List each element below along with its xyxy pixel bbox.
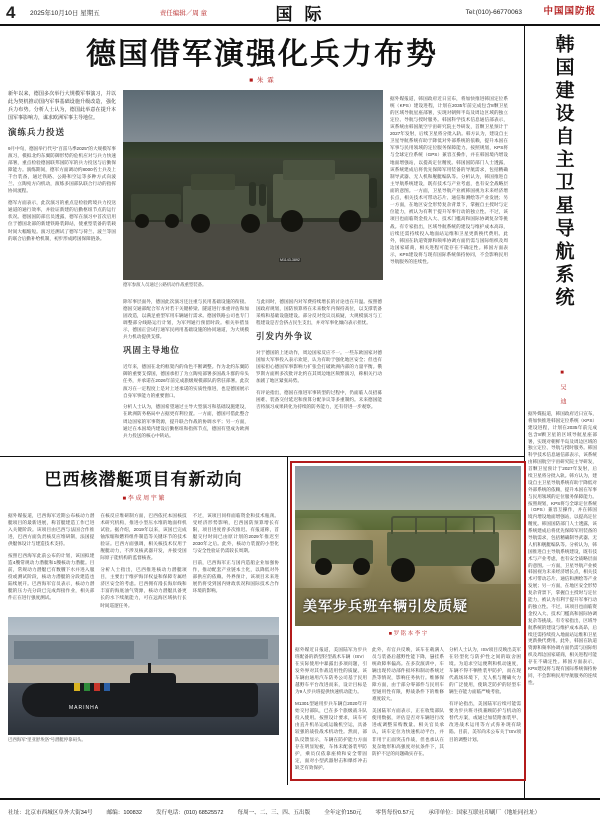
newspaper-logo: 中国国防报: [543, 6, 596, 17]
feature-paragraph: 美国陆军方面表示，正在收集部队使用数据，评估是否对车辆进行改进或调整采购数量。相关官员承认，该车定位为快速机动平台，并非用于正面突击作战，但也承认在复杂地形和高强度对抗条件下，其防护不足的问题确实存在。: [372, 708, 444, 756]
publication-date: 2025年10月10日 星期五: [30, 9, 100, 17]
main-columns: [0, 26, 525, 798]
feature-byline: ■ 罗 铭 本 李 宇: [388, 631, 428, 637]
feature-paragraph: 此外，有官兵反映，该车在载满人员与装备后越野性能下降，悬挂系统故障率偏高。在多次演训中，车辆出现传动部件损坏和制动系统过热等情况，影响任务执行。维修保障方面，由于部分零部件与民用车型通用性有限，野战条件下的维修难度较大。: [372, 646, 444, 702]
bottom-zone: [0, 456, 524, 785]
top-story-paragraph: 近年来，德国在北约框架内的角色不断调整。作为北约东翼防御的重要支撑国，德国承担了为立陶宛部署多国战斗群的牵头任务，并承诺在2026年前完成旅级规模部队的常驻部署。此次演习在一定程度上是对上述承诺的实质性推进，也是德国展示自身军事能力的重要窗口。: [123, 364, 249, 398]
masthead: [0, 0, 600, 26]
bottom-left-headline: 巴西核潜艇项目有新动向: [44, 470, 243, 490]
bottom-left-column-3: [193, 507, 279, 613]
bottom-left-column-2: [100, 507, 186, 613]
footer-publish-schedule: 每周一、二、三、四、五出版: [237, 809, 311, 816]
footer-address: 社址：北京市西城区阜外大街34号: [8, 809, 93, 816]
bottom-left-byline: ■ 李 成 周 宇 繁: [122, 496, 165, 502]
top-story-subhead-2: 巩固主导地位: [123, 346, 181, 357]
feature-photo-caption: 美军步兵班车辆引发质疑: [303, 599, 468, 615]
top-story-paragraph: 除军事层面外，德国此次演习还注重与民用基础设施的衔接。德国交通部配合军方对若干关键桥梁、隧道进行承重评估和加固改造，以满足重型军用车辆通行需求。德国铁路公司也专门调整部分线路运行计划，为军列通行预留时段。相关举措显示，德国正尝试打通军民两用基础设施的协同通道，为大规模兵力机动提供支撑。: [123, 298, 249, 340]
top-story-center: [123, 90, 383, 443]
page-number: 4: [6, 2, 16, 22]
bottom-left-paragraph: 在核反应堆研制方面，巴西依托本国核技术研究机构，推进小型压水堆的地面样机试验。据介绍，2019年以来，该国已完成铀浓缩和燃料组件制造等关键环节的技术验证。巴西方面强调，相关核技术仅用于舰艇动力，不涉及核武器开发，并接受国际原子能机构的监督核查。: [100, 512, 187, 561]
page-title: 德国借军演强化兵力布势: [86, 37, 438, 72]
top-story-paragraph: 对于德国的上述动作，周边国家反应不一。一些东欧国家对德国加大军事投入表示欢迎，认为有助于强化地区安全；但也有国家担心德国军事影响力扩张会打破欧洲内部的力量平衡。俄罗斯方面则多次批评北约在其周边地区频繁演习，称相关行动加剧了地区紧张局势。: [256, 349, 382, 384]
contact-telephone: Tel:(010)-66770063: [465, 8, 522, 16]
feature-column-3: [449, 641, 521, 776]
feature-photo: [295, 466, 521, 626]
top-story-subhead-1: 演练兵力投送: [8, 128, 66, 138]
feature-column-1: [295, 641, 367, 776]
right-rail-headline: 韩国建设自主卫星导航系统: [552, 34, 575, 310]
footer-printer: 承印单位：国家互联社印刷厂（地址同社址）: [428, 809, 541, 816]
bottom-left-paragraph: 分析人士指出，巴西推进核动力潜艇项目，主要出于维护海洋权益和保障专属经济区安全的考虑。巴西拥有漫长海岸线和丰富的海底油气资源，核动力潜艇具备更长的水下续航能力，可在远海区域执行长时间巡逻任务。: [100, 566, 187, 608]
submarine-hull-label: MARINHA: [69, 705, 100, 712]
top-story-paragraph: 德军方面表示，此次演习的重点是检验跨境兵力投送通道的通行效率，并验证新建的后勤枢纽节点的运行状况。德国国防部官员透露，德军在演习中首次启用位于德国北部的新建铁路装卸站，使重型装备的装载时间大幅缩短。演习还测试了德军与荷兰、波兰等国的联合后勤补给机制，初步形成跨国保障链条。: [8, 200, 116, 241]
top-story-column-1: [8, 90, 116, 443]
top-story-column-4: [390, 90, 508, 443]
right-rail-byline: ■ 吴 迪: [559, 370, 565, 405]
bottom-left-paragraph: 目前，巴西海军正与国内造船企业加强协作，推动配套产业链本土化，以降低对外部供应的依赖。外界预计，该项目未来进展仍将受到国内财政状况和国际技术合作环境的影响。: [192, 559, 279, 594]
bottom-left-story: [0, 457, 288, 785]
top-story-column-2: [123, 293, 249, 443]
feature-paragraph: M1301型通用步兵车辆自2020年开始交付部队，已在多个旅级战斗队投入使用。按照设计要求，该车可由直升机吊运或运输机空运，具备较强的战役战术机动性。然而，部队反馈显示，车辆在防护能力方面存在明显短板，车体未配备装甲防护，乘员仅依靠座椅和安全带固定，面对小型武器射击和爆炸冲击缺乏有效保护。: [295, 700, 367, 770]
top-story-byline: ■ 朱 霖: [249, 77, 275, 84]
bottom-left-column-1: [8, 507, 94, 613]
top-story-subhead-3: 引发内外争议: [256, 332, 314, 343]
top-story-paragraph: 据外媒报道，韩国政府近日宣布，将加快推进韩国定位系统（KPS）建设进程，计划在2035年前完成包含8颗卫星的区域导航星座部署，实现对朝鲜半岛及周边区域的独立定位、导航与授时服务。韩国科学技术信息通信部表示，该系统由韩国航空宇宙研究院主导研发，首颗卫星预计于2027年发射，后续卫星将分批入轨。韩方认为，建设自主卫星导航系统有助于降低对外部系统的依赖，提升本国在军事与民用领域的定位服务保障能力。按照规划，KPS将与全球定位系统（GPS）兼容互操作，并在韩国境内增设地面增强站，以提高定位精度。韩国国防部门人士透露，该系统建成后将优先保障军用装备的导航需求，包括精确制导武器、无人机和舰艇编队等。分析认为，韩国推进自主导航系统建设，既有技术与产业考虑，也有安全战略层面的意图。一方面，卫星导航产业被韩国视为未来经济增长点，相关技术可带动芯片、通信和测绘等产业发展；另一方面，在地区安全形势复杂背景下，掌握自主授时与定位能力，被认为有利于提升军事行动的独立性。不过，该项目也面临资金投入大、技术门槛高和国际协调复杂等挑战。有专家指出，区域导航系统的建设与维护成本高昂，后续还需持续投入地面站运维和卫星更新换代费用。此外，韩国在轨道资源和频率协调方面仍需与国际组织及周边国家磋商，相关进程可能存在不确定性。韩国方面表示，KPS建设将与现有国际系统保持协同，不会影响民用导航服务的连续性。: [390, 95, 508, 265]
top-story: [0, 26, 524, 456]
feature-paragraph: 据外媒近日报道，美国陆军为步兵班配备的新型轻型战术车辆（ISV）在实际使用中暴露出多项问题，引发外界对其作战适用性的质疑。该车辆由通用汽车防务公司基于民用越野车平台改进而来，设计目标是为9人步兵班提供快速机动能力。: [295, 646, 367, 695]
right-rail: [525, 26, 600, 798]
top-story-column-3: [256, 293, 382, 443]
photo-stamp: M1143-3892: [280, 258, 300, 262]
page-content: [0, 26, 600, 798]
top-story-paragraph: 有评论指出，德国在推进军事转型的过程中，仍面临人员招募困难、装备交付延迟和预算分配争议等多重制约。未来德国能否将演习成果转化为持续的防务能力，还有待进一步观察。: [256, 390, 382, 410]
bottom-left-paragraph: 不过，该项目同样面临资金和技术瓶颈。受经济形势影响，巴西国防预算增长有限，项目进度曾多次推迟。有报道称，首艇交付时间已由原计划的2029年推迟至2030年之后。此外，核动力装置的小型化与安全性验证仍需较长周期。: [192, 512, 279, 554]
bottom-left-photo: [8, 617, 279, 735]
feature-column-2: [372, 641, 444, 776]
footer-year-price: 全年定价150元: [324, 809, 362, 816]
bottom-left-paragraph: 据外媒报道，巴西海军近期公布核动力潜艇项目的最新进展，称首艇建造工作已进入关键阶段。该项目由巴西与法国合作推进，巴西方面负责核反应堆研制，法国提供艇体设计与建造技术支持。: [8, 512, 95, 547]
feature-paragraph: 分析人士认为，ISV项目反映出美军在轻型化与防护性之间的取舍困境。为追求空运便利和机动速度，车辆不得不牺牲装甲防护，而在现代战场环境下，无人机与精确火力的广泛使用，使缺乏防护的轻型车辆生存能力面临严峻考验。: [449, 646, 521, 695]
section-title: 国 际: [275, 4, 325, 25]
responsible-editor: 责任编辑／周 童: [159, 9, 208, 17]
footer-zip: 邮编：100832: [106, 809, 142, 816]
footer-distribution-phone: 发行电话：(010) 68525572: [156, 809, 224, 816]
top-story-lead: 新年以来，德国多次举行大规模军事演习，并以此为契机推动国内军事基础设施升级改造，强化兵力布势。分析人士认为，德国此举意在提升本国军事影响力，谋求欧洲军事主导地位。: [8, 91, 116, 121]
top-story-paragraph: 分析人士认为，德国希望通过主导大型演习和基础设施建设，在欧洲防务格局中占据更有利位置。一方面，德国可借此整合周边国家的军事资源，提升联合作战的协调水平；另一方面，通过在本国境内建设后勤枢纽和指挥节点，德国有望成为欧洲兵力投送的核心中转站。: [123, 404, 249, 438]
top-story-photo-caption: 德军参演人员通过公路机动作战重型装备。: [123, 282, 207, 287]
top-story-photo: [123, 90, 383, 280]
bottom-left-photo-caption: 巴西海军"里亚舒埃洛"号潜艇停靠码头。: [8, 737, 86, 743]
footer-issue-price: 零售每份0.57元: [375, 809, 415, 816]
top-story-paragraph: 与此同时，德国国内对军费持续增长的讨论也在升温。按照德国政府规划，国防预算将在未来数年内保持高位，以支撑装备采购和基础设施建设。部分反对党议员质疑，大规模演习与工程建设是否会挤占民生支出，并对军事化倾向表示担忧。: [256, 298, 382, 326]
right-rail-text: 据外媒报道，韩国政府近日宣布，将加快推进韩国定位系统（KPS）建设进程，计划在2035年前完成包含8颗卫星的区域导航星座部署，实现对朝鲜半岛及周边区域的独立定位、导航与授时服务。韩国科学技术信息通信部表示，该系统由韩国航空宇宙研究院主导研发，首颗卫星预计于2027年发射，后续卫星将分批入轨。韩方认为，建设自主卫星导航系统有助于降低对外部系统的依赖，提升本国在军事与民用领域的定位服务保障能力。按照规划，KPS将与全球定位系统（GPS）兼容互操作，并在韩国境内增设地面增强站，以提高定位精度。韩国国防部门人士透露，该系统建成后将优先保障军用装备的导航需求，包括精确制导武器、无人机和舰艇编队等。分析认为，韩国推进自主导航系统建设，既有技术与产业考虑，也有安全战略层面的意图。一方面，卫星导航产业被韩国视为未来经济增长点，相关技术可带动芯片、通信和测绘等产业发展；另一方面，在地区安全形势复杂背景下，掌握自主授时与定位能力，被认为有利于提升军事行动的独立性。不过，该项目也面临资金投入大、技术门槛高和国际协调复杂等挑战。有专家指出，区域导航系统的建设与维护成本高昂，后续还需持续投入地面站运维和卫星更新换代费用。此外，韩国在轨道资源和频率协调方面仍需与国际组织及周边国家磋商，相关进程可能存在不确定性。韩国方面表示，KPS建设将与现有国际系统保持协同，不会影响民用导航服务的连续性。: [528, 411, 597, 685]
footer: [0, 798, 600, 823]
bottom-left-paragraph: 按照巴西海军此前公布的计划，该国拟建造4艘常规动力潜艇和1艘核动力潜艇。目前，常规动力潜艇已有数艘下水并进入服役或测试阶段，核动力潜艇的分段建造也陆续展开。巴西海军官员表示，核动力潜艇的压力壳分段已完成焊接作业，相关部件正在进行强度测试。: [8, 552, 95, 601]
top-story-paragraph: 9月中旬，德国举行代号"百雷马季2025"的大规模军事演习，模拟北约东翼防御形势的危机应对与兵力快速部署，重点检验德国联邦国防军的兵力投送与后勤保障能力。演练期间，德军方面调动约8000名士兵及上千台装备，通过铁路、公路和空运等多种方式向波兰、立陶宛方向机动，演练多国部队联合行动的指挥协同流程。: [8, 145, 116, 194]
boxed-feature: [290, 461, 526, 781]
feature-paragraph: 有评论指出，美国陆军后续可能需要为步兵班寻找兼顾防护与机动的替代方案，或通过加装附加装甲、改进战术运用等方式弥补现有缺陷。目前，美军尚未公布关于ISV项目的调整计划。: [449, 700, 521, 742]
